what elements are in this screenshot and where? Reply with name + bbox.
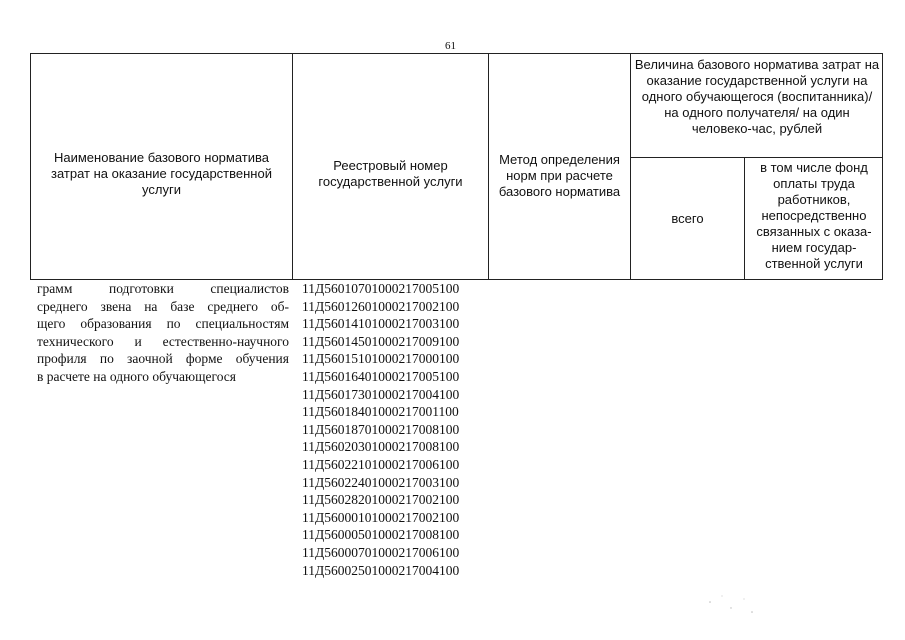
registry-code: 11Д56014101000217003100 (302, 316, 460, 332)
service-name-line: грамм подготовки специалистов (37, 281, 289, 296)
header-cell-registry-number (293, 54, 489, 279)
page-number: 61 (445, 40, 456, 52)
service-name-text (37, 280, 289, 386)
registry-code: 11Д56016401000217005100 (302, 368, 460, 384)
header-cell-registry-number-label: Реестровый номер государственной услуги (318, 158, 463, 189)
registry-code: 11Д56018701000217008100 (302, 421, 460, 437)
registry-code: 11Д56000701000217006100 (302, 544, 460, 560)
header-cell-wage-fund-label: в том числе фонд оплаты труда работников, непосредственно связанных с оказа-нием государ-ственной услуги (756, 160, 872, 271)
header-cell-norm-value-label: Величина базового норматива затрат на оказание государственной услуги на одного обучающегося (воспитанника)/ на одного получателя/ на один человеко-час, рублей (634, 57, 880, 136)
scan-specks (700, 590, 760, 620)
registry-codes-list (302, 280, 459, 579)
registry-code: 11Д56000501000217008100 (302, 527, 460, 543)
header-cell-method (489, 54, 631, 279)
service-name-line: технического и естественно-научного (37, 333, 289, 349)
service-name-line: среднего звена на базе среднего об- (37, 298, 289, 314)
registry-code: 11Д56010701000217005100 (302, 281, 460, 296)
header-cell-total (631, 158, 745, 279)
registry-code: 11Д56014501000217009100 (302, 333, 460, 349)
header-cell-total-label: всего (671, 211, 704, 226)
service-name-line: в расчете на одного обучающегося (37, 368, 236, 384)
registry-code: 11Д56018401000217001100 (302, 404, 459, 420)
registry-code: 11Д56017301000217004100 (302, 386, 460, 402)
registry-code: 11Д56000101000217002100 (302, 509, 460, 525)
header-cell-name-label: Наименование базового норматива затрат на оказание государственной услуги (51, 150, 272, 197)
registry-code: 11Д56002501000217004100 (302, 562, 460, 578)
registry-code: 11Д56028201000217002100 (302, 492, 460, 508)
registry-code: 11Д56022101000217006100 (302, 456, 460, 472)
service-name-line: профиля по заочной форме обучения (37, 351, 289, 367)
header-cell-norm-value (631, 54, 883, 279)
table-header (30, 53, 883, 280)
header-cell-wage-fund (745, 158, 883, 279)
registry-code: 11Д56022401000217003100 (302, 474, 460, 490)
header-cell-method-label: Метод определения норм при расчете базового норматива (498, 152, 621, 199)
header-cell-name (31, 54, 293, 279)
registry-code: 11Д56020301000217008100 (302, 439, 460, 455)
service-name-line: щего образования по специальностям (37, 316, 289, 332)
header-cell-norm-value-top (631, 54, 883, 158)
registry-code: 11Д56012601000217002100 (302, 298, 460, 314)
registry-code: 11Д56015101000217000100 (302, 351, 460, 367)
